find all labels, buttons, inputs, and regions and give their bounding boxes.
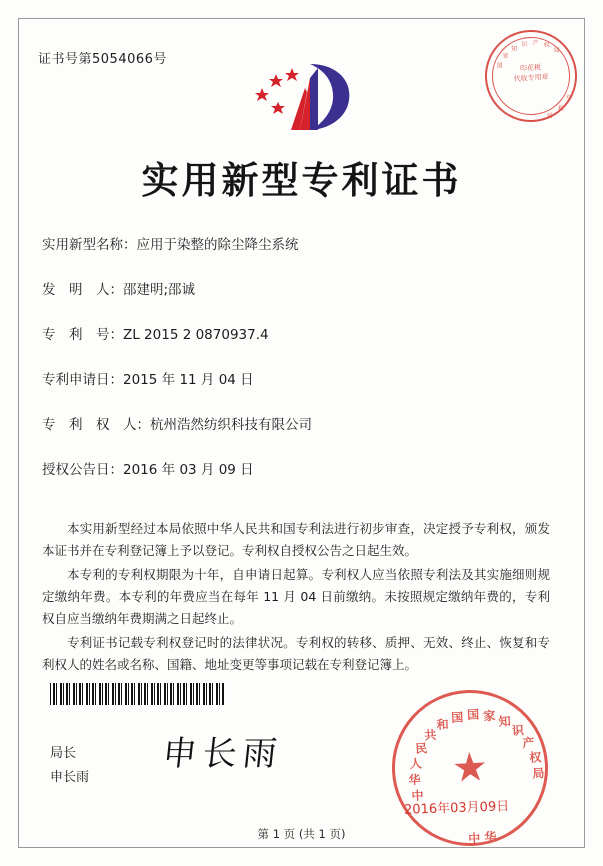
page-title: 实用新型专利证书 [141,159,462,202]
body-text [42,518,550,678]
logo-svg [248,58,358,134]
field-value: 2016 年 03 月 09 日 [123,462,254,478]
field-value: 邵建明;邵诚 [123,282,196,298]
field-inventor [42,281,542,300]
seal-arc-char: 专 [565,94,572,102]
field-application-date [42,371,542,390]
seal-center-line-2: 代收专用章 [513,72,549,84]
field-label: 专利申请日： [42,372,123,388]
seal-arc-char: 局 [532,766,545,781]
seal-arc-char: 共 [424,727,437,743]
logo-tower-right [310,68,318,130]
seal-arc-char: 权 [543,41,551,50]
seal-date: 2016年03月09日 [403,799,510,818]
signature-block [50,742,89,790]
field-label: 实用新型名称： [42,237,137,253]
field-label: 发 明 人： [42,282,123,298]
seal-arc-char: 局 [553,46,560,55]
seal-arc-char: 产 [522,735,535,751]
seal-arc-char: 国 [466,707,480,723]
seal-arc-char: 权 [529,750,542,765]
seal-arc-char: 局 [546,112,554,120]
seal-arc-char: 和 [436,717,450,732]
sipo-logo [248,58,358,134]
seal-arc-char: 利 [557,104,565,113]
field-label: 授权公告日： [42,462,123,478]
seal-arc-char: 产 [532,39,539,48]
body-paragraph-2: 本专利的专利权期限为十年，自申请日起算。专利权人应当依照专利法及其实施细则规定缴纳年费。本专利的年费应当在每年 11 月 04 日前缴纳。未按照规定缴纳年费的，专利权自应当缴纳年费期满之日起终止。 [42,567,550,626]
seal-arc-char: 国 [496,62,503,70]
field-label: 专 利 号： [42,327,123,343]
field-patent-number [42,326,542,345]
seal-arc-char: 民 [414,741,428,756]
body-paragraph-3: 专利证书记载专利权登记时的法律状况。专利权的转移、质押、无效、终止、恢复和专利权人的姓名或名称、国籍、地址变更等事项记载在专利登记簿上。 [42,635,550,672]
field-utility-model-name [42,236,542,255]
certificate-number: 证书号第5054066号 [38,52,167,67]
field-value: 应用于染整的除尘降尘系统 [136,237,299,253]
field-grant-announcement-date [42,461,542,480]
field-value: 2015 年 11 月 04 日 [123,372,254,388]
seal-arc-char: 华 [484,829,497,845]
field-value: 杭州浩然纺织科技有限公司 [150,417,312,433]
seal-arc-char: 家 [502,52,509,61]
seal-arc-char: 中 [467,831,481,846]
field-list [42,236,542,506]
seal-arc-char: 知 [498,714,511,729]
barcode [50,683,225,705]
seal-arc-char: 华 [408,772,421,788]
seal-center-line-1: 印花税 [519,63,542,73]
signature-title: 局长 [50,746,77,761]
logo-stars [255,68,299,114]
body-paragraph-1: 本实用新型经过本局依照中华人民共和国专利法进行初步审查，决定授予专利权，颁发本证书并在专利登记簿上予以登记。专利权自授权公告之日起生效。 [42,521,550,558]
field-patentee [42,416,542,435]
seal-arc-char: 家 [482,708,496,724]
page-footer: 第 1 页 (共 1 页) [257,827,346,841]
seal-arc-char: 识 [521,40,528,49]
field-value: ZL 2015 2 0870937.4 [123,327,269,343]
field-label: 专 利 权 人： [42,417,150,433]
seal-arc-char: 识 [511,723,525,738]
seal-arc-char: 国 [450,710,464,726]
handwritten-signature: 申长雨 [160,734,285,774]
seal-star-icon: ★ [450,744,490,791]
seal-arc-char: 中 [411,788,424,804]
seal-arc-char: 知 [511,45,518,53]
tax-stamp-seal [482,27,580,125]
seal-arc-char: 人 [409,756,423,772]
signature-name: 申长雨 [50,770,90,785]
